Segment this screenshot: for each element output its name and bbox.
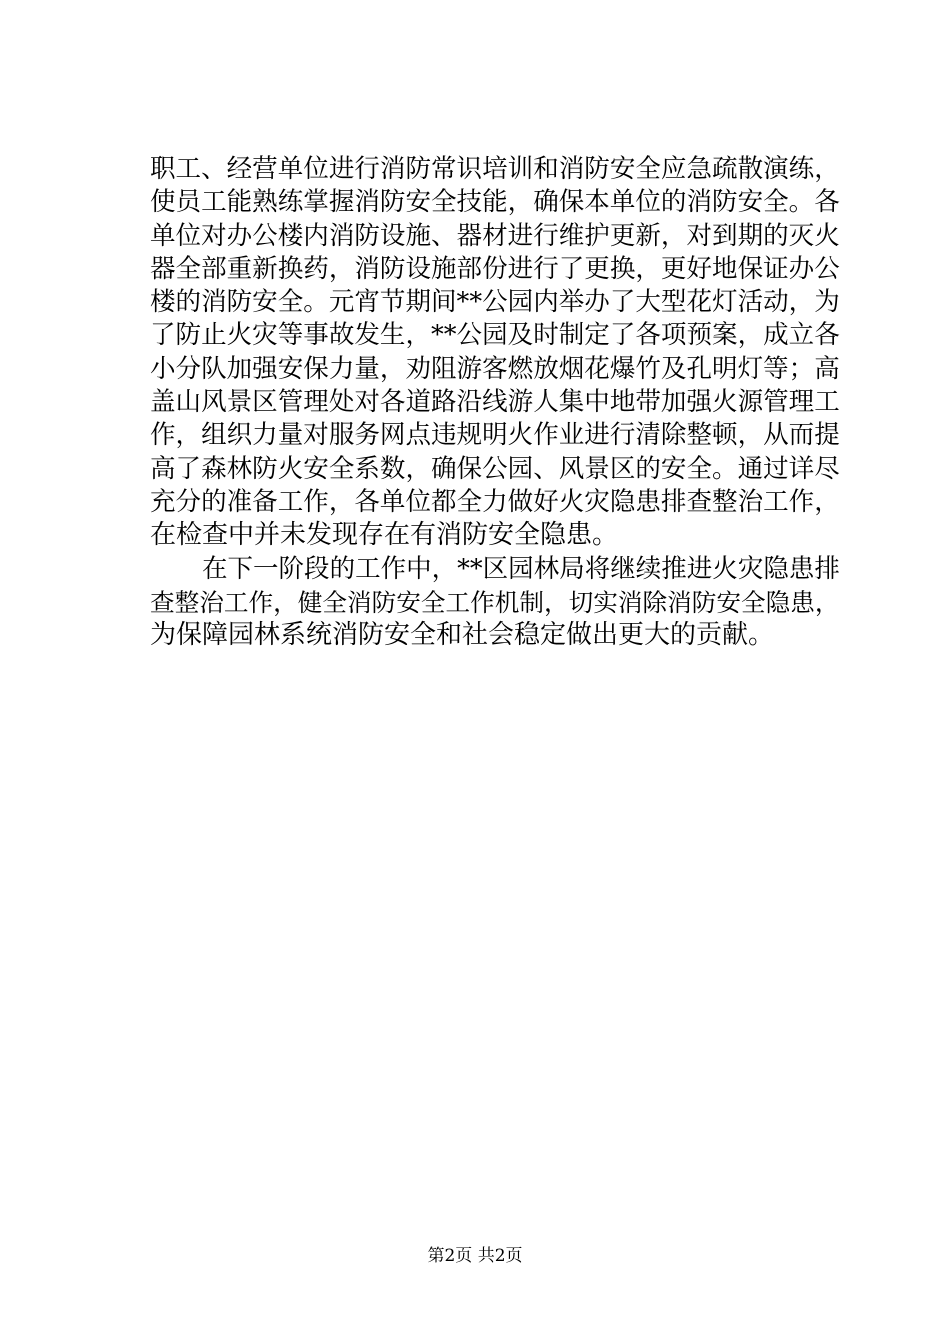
text-line: 为保障园林系统消防安全和社会稳定做出更大的贡献。	[150, 620, 775, 651]
text-line: 单位对办公楼内消防设施、器材进行维护更新，对到期的灭火	[150, 220, 840, 251]
text-line: 高了森林防火安全系数，确保公园、风景区的安全。通过详尽	[150, 453, 840, 484]
text-line: 在检查中并未发现存在有消防安全隐患。	[150, 520, 619, 551]
text-line: 盖山风景区管理处对各道路沿线游人集中地带加强火源管理工	[150, 387, 840, 418]
text-line: 查整治工作，健全消防安全工作机制，切实消除消防安全隐患，	[150, 587, 840, 617]
text-line: 小分队加强安保力量，劝阻游客燃放烟花爆竹及孔明灯等；高	[150, 353, 840, 384]
text-line: 充分的准备工作，各单位都全力做好火灾隐患排查整治工作，	[150, 486, 840, 517]
text-line: 了防止火灾等事故发生，**公园及时制定了各项预案，成立各	[150, 320, 840, 351]
text-line: 职工、经营单位进行消防常识培训和消防安全应急疏散演练，	[150, 154, 840, 184]
document-body	[150, 153, 840, 652]
text-line: 作，组织力量对服务网点违规明火作业进行清除整顿，从而提	[150, 420, 840, 451]
paragraph-first-line: 在下一阶段的工作中，**区园林局将继续推进火灾隐患排	[202, 553, 840, 584]
text-line: 器全部重新换药，消防设施部份进行了更换，更好地保证办公	[150, 253, 840, 284]
text-line: 楼的消防安全。元宵节期间**公园内举办了大型花灯活动，为	[150, 287, 840, 318]
text-line: 使员工能熟练掌握消防安全技能，确保本单位的消防安全。各	[150, 187, 840, 218]
page-number-footer: 第2页 共2页	[427, 1246, 523, 1266]
